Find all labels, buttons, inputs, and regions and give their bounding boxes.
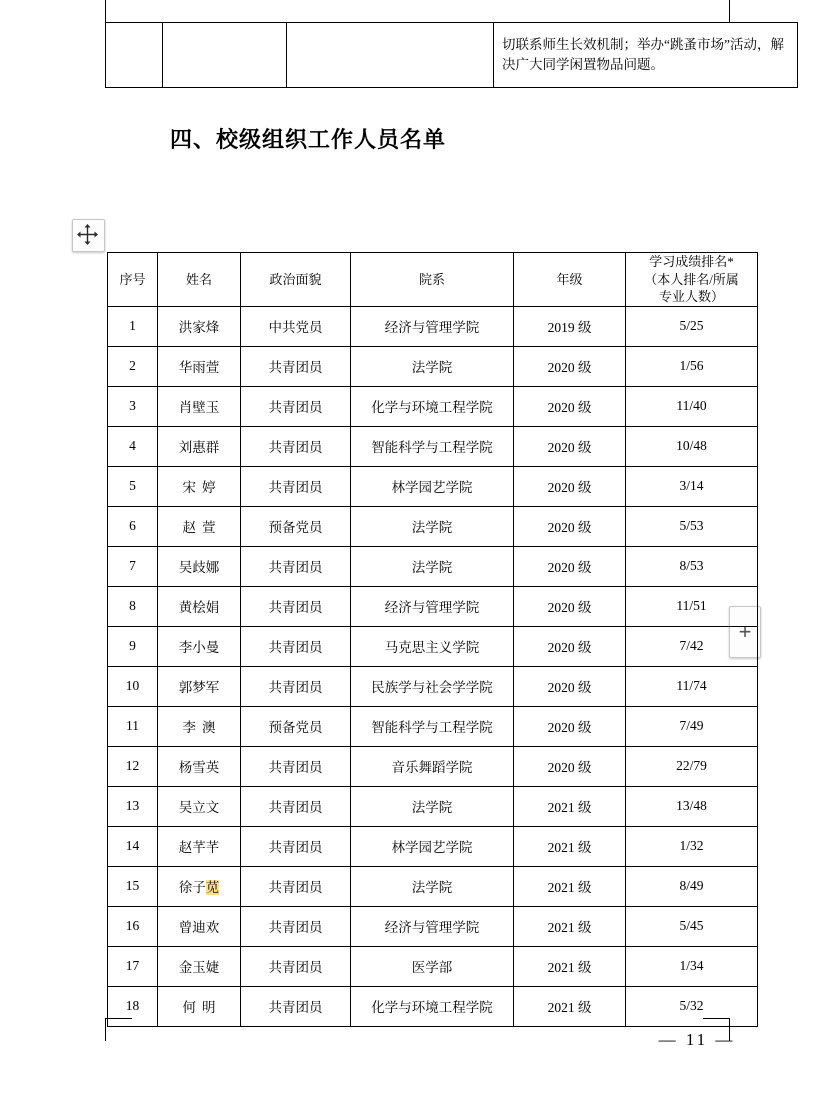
cell-no: 3 — [108, 386, 158, 426]
table-row — [108, 586, 758, 626]
cell-grade: 2020 级 — [514, 426, 626, 466]
cell-department: 法学院 — [351, 546, 514, 586]
cell-name-text: 宋婷 — [182, 480, 222, 496]
table-row — [108, 546, 758, 586]
cell-name: 肖壁玉 — [158, 386, 241, 426]
table-row — [108, 946, 758, 986]
cell-rank: 5/25 — [626, 306, 758, 346]
move-cross-icon — [73, 220, 102, 249]
cell-political: 共青团员 — [241, 466, 351, 506]
cell-name: 李小曼 — [158, 626, 241, 666]
cell-no: 13 — [108, 786, 158, 826]
cell-no: 5 — [108, 466, 158, 506]
cell-name — [158, 506, 241, 546]
cell-department: 智能科学与工程学院 — [351, 426, 514, 466]
cell-grade: 2020 级 — [514, 626, 626, 666]
table-row — [108, 866, 758, 906]
header-rank-line3: 专业人数） — [658, 289, 724, 305]
continued-cell-empty-2 — [163, 23, 287, 88]
cell-grade: 2020 级 — [514, 586, 626, 626]
cell-name: 赵芊芊 — [158, 826, 241, 866]
cell-grade: 2020 级 — [514, 706, 626, 746]
cell-no: 11 — [108, 706, 158, 746]
cell-name-text: 何明 — [182, 1000, 222, 1016]
cell-department: 法学院 — [351, 866, 514, 906]
table-row — [108, 426, 758, 466]
table-row — [108, 346, 758, 386]
cell-rank: 5/45 — [626, 906, 758, 946]
cell-rank: 10/48 — [626, 426, 758, 466]
table-row — [108, 906, 758, 946]
cell-department: 民族学与社会学学院 — [351, 666, 514, 706]
cell-rank: 7/49 — [626, 706, 758, 746]
crop-mark-top-left — [105, 0, 132, 23]
cell-rank: 22/79 — [626, 746, 758, 786]
cell-political: 共青团员 — [241, 786, 351, 826]
cell-no: 9 — [108, 626, 158, 666]
cell-name: 金玉婕 — [158, 946, 241, 986]
header-rank — [626, 253, 758, 307]
cell-grade: 2020 级 — [514, 506, 626, 546]
cell-rank: 5/32 — [626, 986, 758, 1026]
cell-political: 共青团员 — [241, 746, 351, 786]
cell-grade: 2020 级 — [514, 666, 626, 706]
cell-grade: 2021 级 — [514, 826, 626, 866]
cell-name — [158, 706, 241, 746]
cell-grade: 2021 级 — [514, 866, 626, 906]
table-row — [108, 506, 758, 546]
header-no: 序号 — [108, 253, 158, 307]
cell-rank: 8/53 — [626, 546, 758, 586]
cell-political: 共青团员 — [241, 906, 351, 946]
cell-department: 化学与环境工程学院 — [351, 986, 514, 1026]
highlighted-character: 苋 — [205, 880, 220, 896]
cell-grade: 2021 级 — [514, 786, 626, 826]
cell-no: 15 — [108, 866, 158, 906]
crop-mark-top-right — [703, 0, 730, 23]
table-row — [108, 786, 758, 826]
continued-cell-empty-3 — [287, 23, 494, 88]
cell-grade: 2020 级 — [514, 346, 626, 386]
cell-rank: 11/51 — [626, 586, 758, 626]
header-rank-line1: 学习成绩排名* — [649, 254, 734, 269]
cell-no: 1 — [108, 306, 158, 346]
cell-political: 共青团员 — [241, 666, 351, 706]
cell-grade: 2021 级 — [514, 986, 626, 1026]
header-name: 姓名 — [158, 253, 241, 307]
continued-table-fragment — [105, 22, 798, 88]
cell-name: 黄桧娟 — [158, 586, 241, 626]
add-row-button[interactable]: + — [729, 606, 761, 658]
cell-no: 7 — [108, 546, 158, 586]
staff-roster-table — [107, 252, 758, 1027]
header-grade: 年级 — [514, 253, 626, 307]
table-header-row — [108, 253, 758, 307]
continued-cell-empty-1 — [106, 23, 163, 88]
cell-rank: 1/56 — [626, 346, 758, 386]
cell-rank: 11/74 — [626, 666, 758, 706]
cell-department: 法学院 — [351, 346, 514, 386]
cell-no: 12 — [108, 746, 158, 786]
cell-name: 杨雪英 — [158, 746, 241, 786]
cell-rank: 1/32 — [626, 826, 758, 866]
cell-name-text: 赵萱 — [182, 520, 222, 536]
table-header — [108, 253, 758, 307]
cell-department: 马克思主义学院 — [351, 626, 514, 666]
page-title: 四、校级组织工作人员名单 — [170, 127, 447, 152]
cell-no: 17 — [108, 946, 158, 986]
cell-department: 音乐舞蹈学院 — [351, 746, 514, 786]
cell-grade: 2020 级 — [514, 746, 626, 786]
table-row — [106, 23, 798, 88]
cell-no: 6 — [108, 506, 158, 546]
cell-grade: 2021 级 — [514, 946, 626, 986]
cell-rank: 13/48 — [626, 786, 758, 826]
header-department: 院系 — [351, 253, 514, 307]
cell-political: 共青团员 — [241, 626, 351, 666]
cell-grade: 2020 级 — [514, 386, 626, 426]
table-row — [108, 986, 758, 1026]
continued-cell-text: 切联系师生长效机制；举办“跳蚤市场”活动，解决广大同学闲置物品问题。 — [494, 23, 798, 88]
cell-political: 共青团员 — [241, 546, 351, 586]
table-row — [108, 386, 758, 426]
cell-department: 经济与管理学院 — [351, 906, 514, 946]
cell-name: 吴歧娜 — [158, 546, 241, 586]
cell-rank: 8/49 — [626, 866, 758, 906]
cell-department: 医学部 — [351, 946, 514, 986]
cell-name-text: 李澳 — [182, 720, 222, 736]
cell-political: 预备党员 — [241, 506, 351, 546]
cell-grade: 2020 级 — [514, 466, 626, 506]
cell-no: 2 — [108, 346, 158, 386]
header-political: 政治面貌 — [241, 253, 351, 307]
table-row — [108, 666, 758, 706]
cell-rank: 7/42 — [626, 626, 758, 666]
cell-political: 共青团员 — [241, 586, 351, 626]
cell-name: 刘惠群 — [158, 426, 241, 466]
page-number: — 11 — — [658, 1030, 736, 1049]
cell-political: 共青团员 — [241, 826, 351, 866]
cell-no: 8 — [108, 586, 158, 626]
table-row — [108, 826, 758, 866]
cell-grade: 2020 级 — [514, 546, 626, 586]
cell-name: 曾迪欢 — [158, 906, 241, 946]
cell-name: 郭梦军 — [158, 666, 241, 706]
table-row — [108, 626, 758, 666]
cell-political: 共青团员 — [241, 346, 351, 386]
page-footer — [0, 1030, 834, 1050]
cell-political: 共青团员 — [241, 386, 351, 426]
cell-name: 徐子苋 — [158, 866, 241, 906]
header-rank-line2: （本人排名/所属 — [644, 271, 739, 287]
cell-department: 林学园艺学院 — [351, 466, 514, 506]
cell-name: 华雨萱 — [158, 346, 241, 386]
cell-department: 法学院 — [351, 786, 514, 826]
cell-grade: 2019 级 — [514, 306, 626, 346]
table-row — [108, 466, 758, 506]
cell-name — [158, 986, 241, 1026]
cell-department: 智能科学与工程学院 — [351, 706, 514, 746]
cell-no: 18 — [108, 986, 158, 1026]
cell-rank: 11/40 — [626, 386, 758, 426]
table-row — [108, 306, 758, 346]
cell-political: 共青团员 — [241, 426, 351, 466]
cell-rank: 5/53 — [626, 506, 758, 546]
table-body — [108, 306, 758, 1026]
cell-grade: 2021 级 — [514, 906, 626, 946]
cell-no: 14 — [108, 826, 158, 866]
cell-rank: 1/34 — [626, 946, 758, 986]
table-row — [108, 746, 758, 786]
cell-political: 中共党员 — [241, 306, 351, 346]
cell-no: 4 — [108, 426, 158, 466]
cell-political: 预备党员 — [241, 706, 351, 746]
cell-no: 16 — [108, 906, 158, 946]
cell-no: 10 — [108, 666, 158, 706]
cell-department: 化学与环境工程学院 — [351, 386, 514, 426]
cell-department: 经济与管理学院 — [351, 306, 514, 346]
cell-rank: 3/14 — [626, 466, 758, 506]
cell-department: 经济与管理学院 — [351, 586, 514, 626]
cell-political: 共青团员 — [241, 986, 351, 1026]
table-row — [108, 706, 758, 746]
cell-department: 林学园艺学院 — [351, 826, 514, 866]
cell-name: 吴立文 — [158, 786, 241, 826]
cell-department: 法学院 — [351, 506, 514, 546]
cell-name: 洪家烽 — [158, 306, 241, 346]
cell-political: 共青团员 — [241, 946, 351, 986]
cell-name — [158, 466, 241, 506]
table-move-handle[interactable] — [72, 219, 105, 252]
cell-political: 共青团员 — [241, 866, 351, 906]
